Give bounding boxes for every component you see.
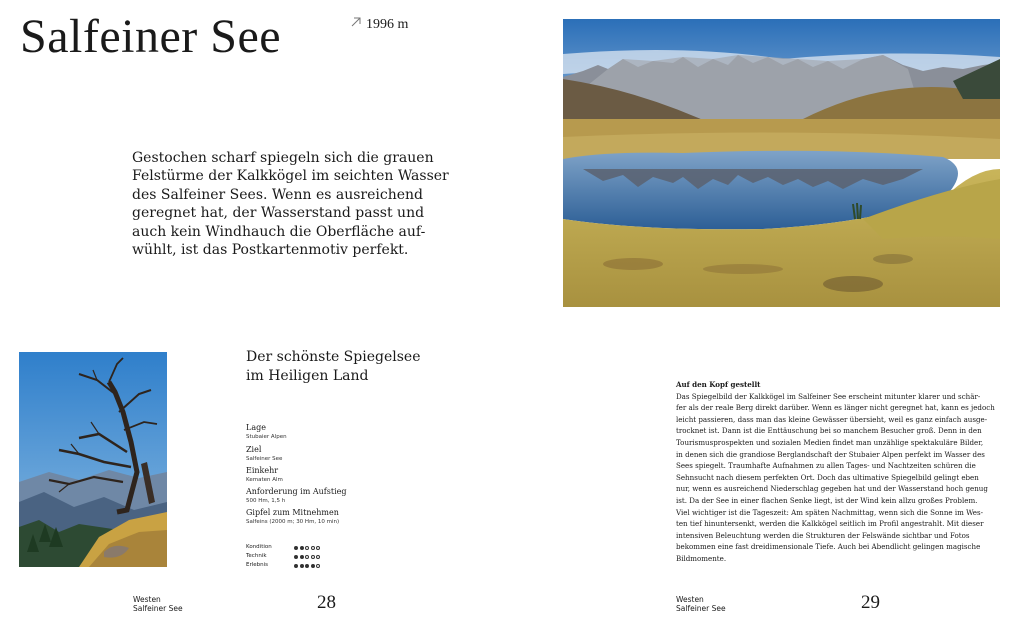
rating-dot bbox=[294, 564, 298, 568]
article-line: nur, wenn es ausreichend Niederschlag gegeben hat und der Wasserstand hoch genug bbox=[676, 484, 988, 494]
dead-tree-photo bbox=[19, 352, 167, 567]
lake-reflection-photo bbox=[563, 19, 1000, 307]
article-line: ten tief hinuntersenkt, werden die Kalkkögel seitlich im Profil angestrahlt. Mit dieser bbox=[676, 519, 984, 529]
article-line: Das Spiegelbild der Kalkkögel im Salfeiner See erscheint mitunter klarer und schär- bbox=[676, 391, 981, 401]
intro-line: des Salfeiner Sees. Wenn es ausreichend bbox=[132, 186, 423, 203]
rating-dot bbox=[300, 546, 304, 550]
info-label-ziel: Ziel bbox=[246, 445, 262, 454]
section-subtitle bbox=[246, 348, 420, 385]
rating-dot bbox=[316, 546, 320, 550]
rating-dots-kondition bbox=[294, 544, 320, 551]
info-value-ziel: Salfeiner See bbox=[246, 456, 283, 462]
rating-dot bbox=[316, 555, 320, 559]
intro-line: geregnet hat, der Wasserstand passt und bbox=[132, 205, 425, 222]
article-line: Tourismusprospekten und sozialen Medien findet man unzählige spektakuläre Bilder, bbox=[676, 437, 984, 447]
subtitle-line: Der schönste Spiegelsee bbox=[246, 349, 421, 365]
intro-line: Felstürme der Kalkkögel im seichten Wasser bbox=[132, 168, 449, 185]
rating-label-technik: Technik bbox=[246, 553, 267, 559]
info-value-anforderung: 500 Hm, 1,5 h bbox=[246, 498, 286, 504]
rating-dot bbox=[305, 555, 309, 559]
footer-place-right: Salfeiner See bbox=[676, 604, 726, 613]
page-number-right: 29 bbox=[861, 592, 880, 613]
rating-dot bbox=[294, 546, 298, 550]
intro-line: auch kein Windhauch die Oberfläche auf- bbox=[132, 223, 426, 240]
rating-label-kondition: Kondition bbox=[246, 544, 272, 550]
intro-line: Gestochen scharf spiegeln sich die grauen bbox=[132, 150, 434, 166]
footer-place-left: Salfeiner See bbox=[133, 604, 183, 613]
footer-region-right: Westen bbox=[676, 595, 704, 604]
article-line: in denen sich die grandiose Berglandschaft der Stubaier Alpen perfekt im Wasser des bbox=[676, 449, 985, 459]
article-line: bekommen eine fast dreidimensionale Tiefe. Auch bei Abendlicht gelingen magische bbox=[676, 542, 981, 552]
article-line: Viel wichtiger ist die Tageszeit: Am späten Nachmittag, wenn sich die Sonne im Wes- bbox=[676, 507, 984, 517]
rating-dot bbox=[316, 564, 320, 568]
article-body bbox=[676, 379, 1002, 565]
rating-dot bbox=[300, 555, 304, 559]
article-line: intensiven Beleuchtung werden die Strukturen der Felswände sichtbar und Fotos bbox=[676, 530, 970, 540]
footer-region-left: Westen bbox=[133, 595, 161, 604]
info-label-lage: Lage bbox=[246, 423, 266, 432]
elevation: 1996 m bbox=[366, 17, 409, 32]
rating-dot bbox=[311, 564, 315, 568]
info-label-gipfel: Gipfel zum Mitnehmen bbox=[246, 508, 339, 517]
article-heading: Auf den Kopf gestellt bbox=[676, 380, 761, 389]
intro-line: wühlt, ist das Postkartenmotiv perfekt. bbox=[132, 242, 409, 259]
article-line: trocknet ist. Dann ist die Enttäuschung bei so manchem Besucher groß. Denn in den bbox=[676, 426, 982, 436]
article-line: Bildmomente. bbox=[676, 553, 727, 563]
info-label-anforderung: Anforderung im Aufstieg bbox=[246, 487, 347, 496]
subtitle-line: im Heiligen Land bbox=[246, 367, 369, 384]
rating-dots-erlebnis bbox=[294, 562, 320, 569]
info-label-einkehr: Einkehr bbox=[246, 466, 279, 475]
intro-text bbox=[132, 149, 462, 259]
arrow-up-right-icon bbox=[350, 16, 362, 28]
rating-dot bbox=[300, 564, 304, 568]
info-value-einkehr: Kematen Alm bbox=[246, 477, 283, 483]
rating-dot bbox=[311, 555, 315, 559]
article-line: Sees spiegelt. Traumhafte Aufnahmen zu allen Tages- und Nachtzeiten schüren die bbox=[676, 461, 976, 471]
info-value-lage: Stubaier Alpen bbox=[246, 434, 287, 440]
article-line: fer als der reale Berg direkt darüber. Wenn es länger nicht geregnet hat, kann es jedoch bbox=[676, 403, 995, 413]
article-line: leicht passieren, dass man das kleine Gewässer übersieht, weil es ganz einfach ausge- bbox=[676, 414, 988, 424]
rating-dot bbox=[305, 546, 309, 550]
page-number-left: 28 bbox=[317, 592, 336, 613]
rating-dot bbox=[311, 546, 315, 550]
rating-label-erlebnis: Erlebnis bbox=[246, 562, 269, 568]
article-line: Sehnsucht nach diesem perfekten Ort. Doch das ultimative Spiegelbild gelingt eben bbox=[676, 472, 979, 482]
page-title: Salfeiner See bbox=[20, 10, 282, 63]
rating-dot bbox=[294, 555, 298, 559]
rating-dots-technik bbox=[294, 553, 320, 560]
article-line: ist. Da der See in einer flachen Senke liegt, ist der Wind kein allzu großes Problem. bbox=[676, 495, 978, 505]
rating-dot bbox=[305, 564, 309, 568]
info-value-gipfel: Salfeins (2000 m; 30 Hm, 10 min) bbox=[246, 519, 340, 525]
